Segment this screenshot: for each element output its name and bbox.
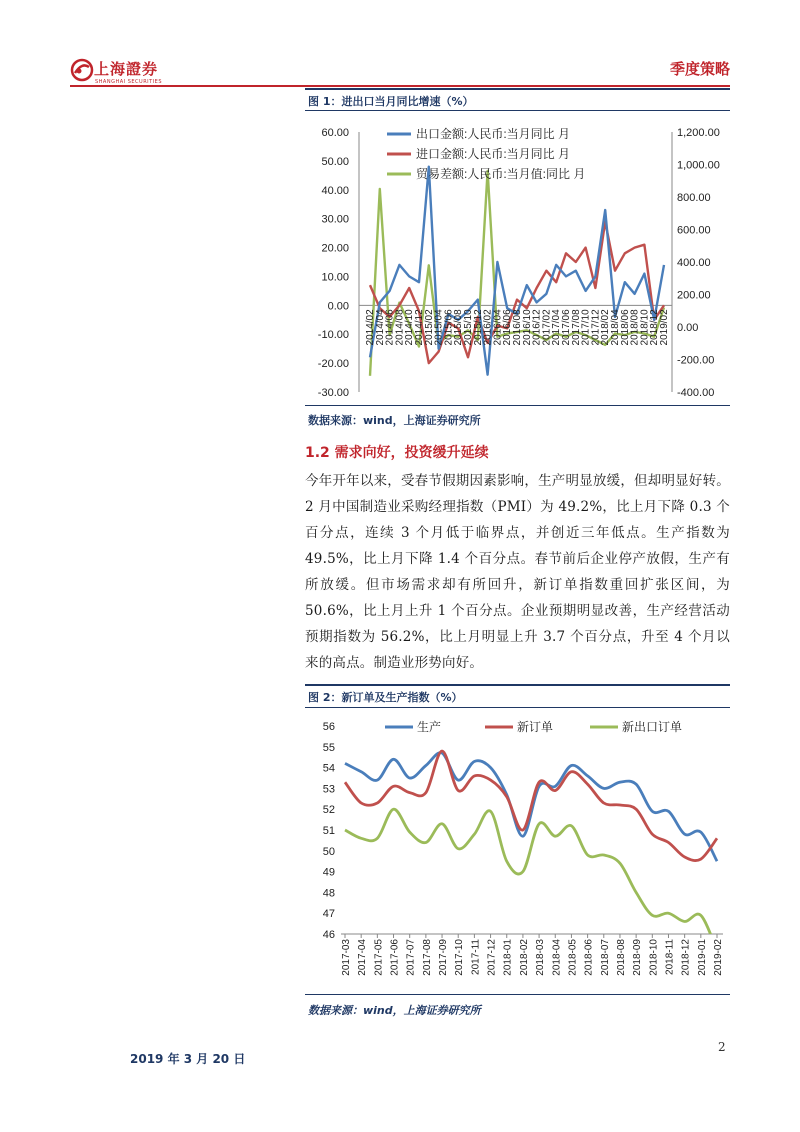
logo-subtitle: SHANGHAI SECURITIES (95, 79, 163, 85)
x-axis-category-label: 2017-03 (341, 939, 352, 976)
y-axis-tick: 47 (322, 908, 335, 921)
figure1-caption: 图 1：进出口当月同比增速（%） (308, 95, 474, 108)
right-axis-tick: 1,200.00 (677, 127, 720, 139)
category-label: 2015/02 (423, 309, 435, 346)
x-axis-category-label: 2018-05 (567, 939, 579, 976)
right-axis-tick: 1,000.00 (677, 159, 720, 172)
x-axis-category-label: 2018-10 (648, 939, 660, 976)
x-axis-category-label: 2018-11 (664, 939, 676, 975)
category-label: 2016/06 (502, 309, 514, 346)
trade-growth-chart (305, 112, 730, 404)
y-axis-tick: 56 (322, 721, 335, 733)
x-axis-category-label: 2018-03 (535, 939, 547, 976)
category-label: 2017/06 (561, 309, 572, 346)
x-axis-category-label: 2017-06 (389, 939, 401, 976)
left-axis-tick: 0.00 (327, 300, 349, 313)
figure2-source: 数据来源：wind，上海证券研究所 (308, 1004, 481, 1017)
figure2-caption-rule (305, 707, 730, 708)
y-axis-tick: 46 (322, 929, 335, 941)
x-axis-category-label: 2019-01 (696, 939, 708, 976)
figure1-caption-rule (305, 110, 730, 111)
category-label: 2018/12 (649, 309, 661, 346)
right-axis-tick: 0.00 (677, 322, 699, 334)
right-axis-tick: 400.00 (677, 257, 711, 269)
x-axis-category-label: 2018-09 (632, 939, 644, 976)
category-label: 2016/02 (482, 309, 494, 346)
left-axis-tick: -10.00 (317, 329, 349, 342)
legend-label: 进口金额:人民币:当月同比 月 (416, 147, 571, 161)
logo-text: 上海證券 (94, 60, 159, 78)
category-label: 2015/04 (433, 309, 445, 346)
left-axis-tick: -20.00 (317, 358, 349, 371)
legend-label: 新订单 (517, 720, 554, 734)
figure2-bottom-rule (305, 994, 730, 995)
category-label: 2018/02 (600, 309, 612, 346)
x-axis-category-label: 2017-10 (454, 939, 466, 976)
y-axis-tick: 50 (322, 845, 335, 858)
header-divider (70, 85, 730, 87)
category-label: 2016/12 (531, 309, 543, 346)
category-label: 2018/10 (639, 309, 651, 346)
category-label: 2016/04 (492, 309, 504, 346)
category-label: 2014/12 (414, 309, 425, 346)
legend-label: 生产 (417, 720, 442, 734)
figure2-caption: 图 2：新订单及生产指数（%） (308, 691, 463, 704)
x-axis-category-label: 2017-12 (486, 939, 498, 976)
x-axis-category-label: 2017-08 (421, 939, 433, 976)
category-label: 2018/04 (610, 309, 621, 346)
right-axis-tick: 200.00 (677, 289, 711, 302)
left-axis-tick: 60.00 (321, 127, 349, 139)
y-axis-tick: 48 (322, 887, 335, 900)
left-axis-tick: 50.00 (321, 155, 349, 168)
category-label: 2015/10 (463, 309, 474, 346)
right-axis-tick: 600.00 (677, 224, 711, 237)
x-axis-category-label: 2017-09 (438, 939, 450, 976)
legend-label: 出口金额:人民币:当月同比 月 (416, 127, 571, 141)
legend-label: 新出口订单 (622, 720, 683, 734)
category-label: 2017/04 (551, 309, 563, 346)
y-axis-tick: 55 (322, 741, 335, 754)
right-axis-tick: -400.00 (677, 387, 715, 399)
y-axis-tick: 51 (322, 825, 335, 837)
category-label: 2015/08 (453, 309, 465, 346)
pmi-index-chart (305, 710, 730, 992)
category-label: 2016/10 (521, 309, 533, 346)
y-axis-tick: 49 (322, 866, 335, 879)
x-axis-category-label: 2018-07 (599, 939, 611, 976)
report-date: 2019 年 3 月 20 日 (130, 1052, 246, 1066)
left-axis-tick: 40.00 (321, 184, 349, 197)
category-label: 2017/12 (590, 309, 602, 346)
category-label: 2014/08 (394, 309, 406, 346)
report-type-title: 季度策略 (669, 60, 730, 78)
category-label: 2014/04 (374, 309, 386, 346)
category-label: 2017/02 (541, 309, 553, 346)
category-label: 2018/08 (629, 309, 641, 346)
section-heading: 1.2 需求向好，投资缓升延续 (305, 445, 489, 461)
category-label: 2014/02 (365, 309, 376, 346)
category-label: 2015/12 (472, 309, 484, 346)
x-axis-category-label: 2018-02 (518, 939, 530, 976)
x-axis-category-label: 2019-02 (713, 939, 724, 976)
right-axis-tick: -200.00 (677, 354, 715, 367)
x-axis-category-label: 2018-04 (551, 939, 563, 976)
left-axis-tick: 10.00 (321, 271, 349, 284)
left-axis-tick: 30.00 (321, 213, 349, 226)
figure1-top-rule (305, 88, 730, 90)
y-axis-tick: 52 (322, 804, 335, 817)
figure2-top-rule (305, 684, 730, 686)
section-paragraph: 今年开年以来，受春节假期因素影响，生产明显放缓，但却明显好转。2 月中国制造业采购经理指数（PMI）为 49.2%，比上月下降 0.3 个百分点，连续 3 个月低于临界点，并创近三年低点。生产指数为 49.5%，比上月下降 1.4 个百分点。春节前后企业停产放假，生产有所放缓。但市场需求却有所回升，新订单指数重回扩张区间，为 50.6%，比上月上升 1 个百分点。企业预期明显改善，生产经营活动预期指数为 56.2%，比上月明显上升 3.7 个百分点，升至 4 个月以来的高点。制造业形势向好。 (305, 473, 730, 671)
left-axis-tick: -30.00 (317, 387, 349, 399)
left-axis-tick: 20.00 (321, 242, 349, 255)
category-label: 2015/06 (443, 309, 455, 346)
category-label: 2014/10 (404, 309, 416, 346)
x-axis-category-label: 2017-04 (357, 939, 369, 976)
x-axis-category-label: 2017-05 (373, 939, 385, 976)
x-axis-category-label: 2017-07 (405, 939, 417, 976)
y-axis-tick: 53 (322, 783, 335, 796)
x-axis-category-label: 2018-08 (615, 939, 627, 976)
x-axis-category-label: 2018-01 (502, 939, 514, 976)
figure1-bottom-rule (305, 405, 730, 406)
category-label: 2014/06 (384, 309, 396, 346)
category-label: 2017/10 (580, 309, 592, 346)
y-axis-tick: 54 (322, 762, 335, 775)
right-axis-tick: 800.00 (677, 192, 711, 204)
x-axis-category-label: 2018-06 (583, 939, 595, 976)
page-number: 2 (718, 1040, 726, 1054)
x-axis-category-label: 2017-11 (470, 939, 482, 975)
figure1-source: 数据来源：wind，上海证券研究所 (308, 414, 481, 427)
category-label: 2017/08 (570, 309, 582, 346)
category-label: 2016/08 (512, 309, 523, 346)
category-label: 2018/06 (619, 309, 631, 346)
series-line (345, 809, 717, 950)
category-label: 2019/02 (659, 309, 670, 346)
x-axis-category-label: 2018-12 (680, 939, 692, 976)
legend-label: 贸易差额:人民币:当月值:同比 月 (416, 167, 586, 181)
